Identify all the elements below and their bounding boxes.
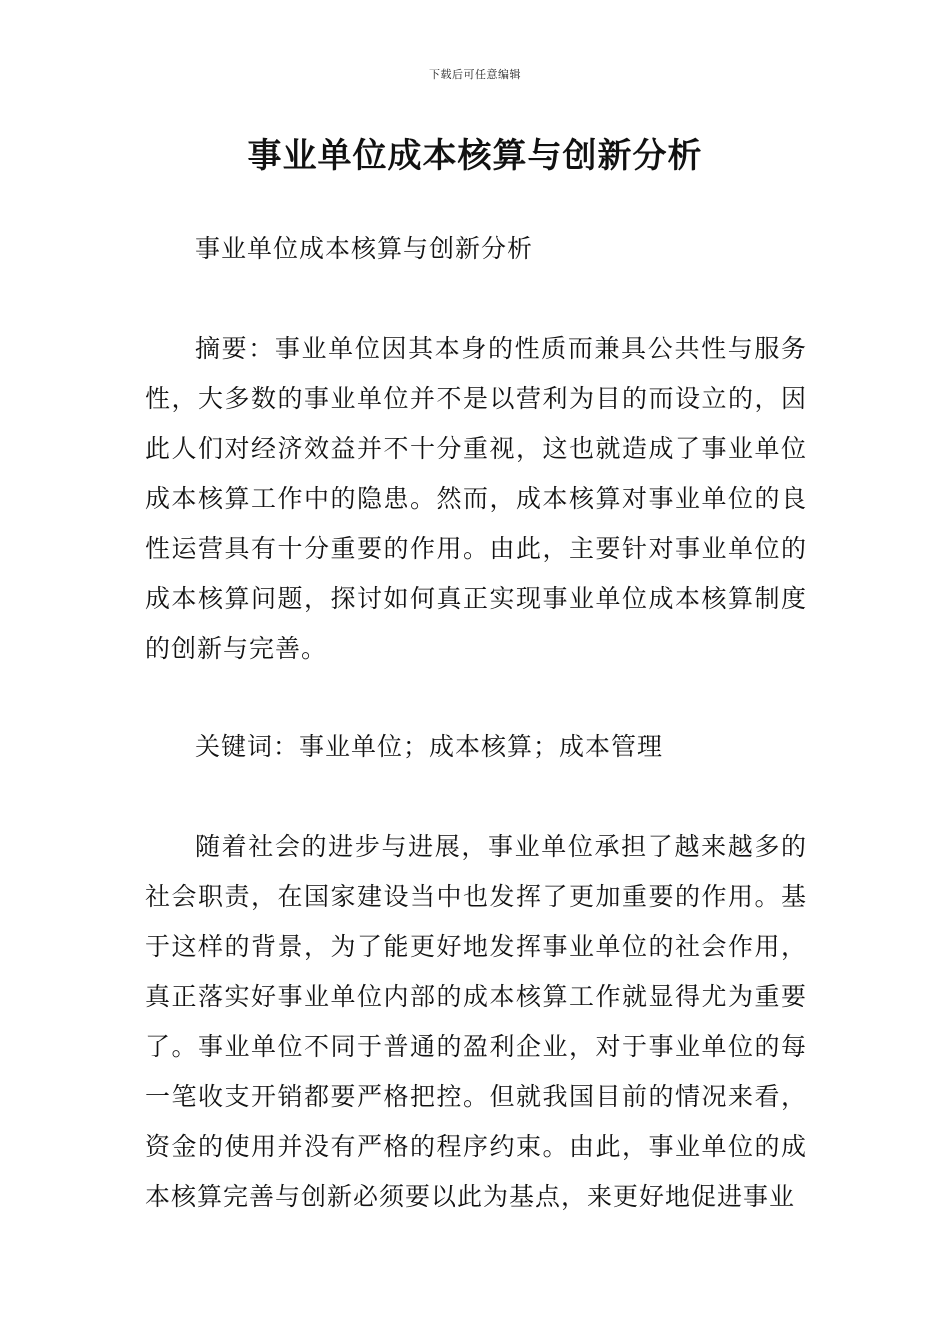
- header-note: 下载后可任意编辑: [429, 68, 521, 81]
- abstract-paragraph: 摘要：事业单位因其本身的性质而兼具公共性与服务性，大多数的事业单位并不是以营利为目的而设立的，因此人们对经济效益并不十分重视，这也就造成了事业单位成本核算工作中的隐患。然而，成本核算对事业单位的良性运营具有十分重要的作用。由此，主要针对事业单位的成本核算问题，探讨如何真正实现事业单位成本核算制度的创新与完善。: [145, 334, 807, 663]
- keywords-paragraph: 关键词：事业单位；成本核算；成本管理: [195, 732, 664, 761]
- document-title: 事业单位成本核算与创新分析: [247, 136, 703, 176]
- body-paragraph: 随着社会的进步与进展，事业单位承担了越来越多的社会职责，在国家建设当中也发挥了更加重要的作用。基于这样的背景，为了能更好地发挥事业单位的社会作用，真正落实好事业单位内部的成本核算工作就显得尤为重要了。事业单位不同于普通的盈利企业，对于事业单位的每一笔收支开销都要严格把控。但就我国目前的情况来看，资金的使用并没有严格的程序约束。由此，事业单位的成本核算完善与创新必须要以此为基点，来更好地促进事业: [145, 832, 807, 1211]
- subtitle-paragraph: 事业单位成本核算与创新分析: [195, 234, 534, 263]
